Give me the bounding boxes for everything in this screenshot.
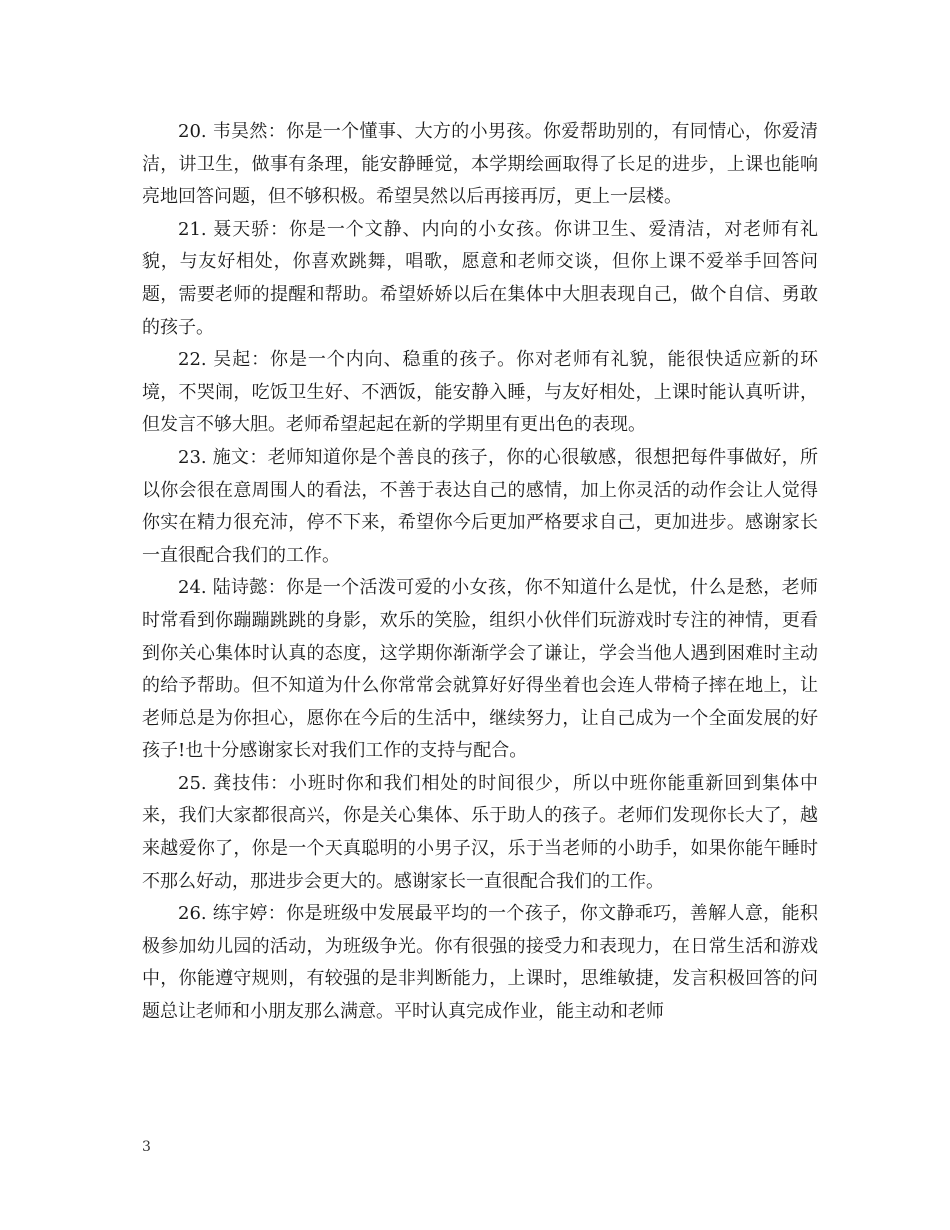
paragraph-23: 23. 施文：老师知道你是个善良的孩子，你的心很敏感，很想把每件事做好，所以你会很在意周围人的看法，不善于表达自己的感情，加上你灵活的动作会让人觉得你实在精力很充沛，停不下来，希望你今后更加严格要求自己，更加进步。感谢家长一直很配合我们的工作。 <box>142 446 818 566</box>
paragraph-20: 20. 韦昊然：你是一个懂事、大方的小男孩。你爱帮助别的，有同情心，你爱清洁，讲卫生，做事有条理，能安静睡觉，本学期绘画取得了长足的进步，上课也能响亮地回答问题，但不够积极。希望昊然以后再接再厉，更上一层楼。 <box>142 121 818 208</box>
paragraph-26: 26. 练宇婷：你是班级中发展最平均的一个孩子，你文静乖巧，善解人意，能积极参加幼儿园的活动，为班级争光。你有很强的接受力和表现力，在日常生活和游戏中，你能遵守规则，有较强的是非判断能力，上课时，思维敏捷，发言积极回答的问题总让老师和小朋友那么满意。平时认真完成作业，能主动和老师 <box>142 903 818 1023</box>
document-body <box>142 116 818 1029</box>
paragraph-24: 24. 陆诗懿：你是一个活泼可爱的小女孩，你不知道什么是忧，什么是愁，老师时常看到你蹦蹦跳跳的身影，欢乐的笑脸，组织小伙伴们玩游戏时专注的神情，更看到你关心集体时认真的态度，这学期你渐渐学会了谦让，学会当他人遇到困难时主动的给予帮助。但不知道为什么你常常会就算好好得坐着也会连人带椅子摔在地上，让老师总是为你担心，愿你在今后的生活中，继续努力，让自己成为一个全面发展的好孩子!也十分感谢家长对我们工作的支持与配合。 <box>142 577 818 762</box>
paragraph-22: 22. 吴起：你是一个内向、稳重的孩子。你对老师有礼貌，能很快适应新的环境，不哭闹，吃饭卫生好、不洒饭，能安静入睡，与友好相处，上课时能认真听讲，但发言不够大胆。老师希望起起在新的学期里有更出色的表现。 <box>142 349 818 436</box>
page-number: 3 <box>142 1139 151 1155</box>
paragraph-21: 21. 聂天骄：你是一个文静、内向的小女孩。你讲卫生、爱清洁，对老师有礼貌，与友好相处，你喜欢跳舞，唱歌，愿意和老师交谈，但你上课不爱举手回答问题，需要老师的提醒和帮助。希望娇娇以后在集体中大胆表现自己，做个自信、勇敢的孩子。 <box>142 218 818 338</box>
paragraph-25: 25. 龚技伟：小班时你和我们相处的时间很少，所以中班你能重新回到集体中来，我们大家都很高兴，你是关心集体、乐于助人的孩子。老师们发现你长大了，越来越爱你了，你是一个天真聪明的小男子汉，乐于当老师的小助手，如果你能午睡时不那么好动，那进步会更大的。感谢家长一直很配合我们的工作。 <box>142 772 818 892</box>
